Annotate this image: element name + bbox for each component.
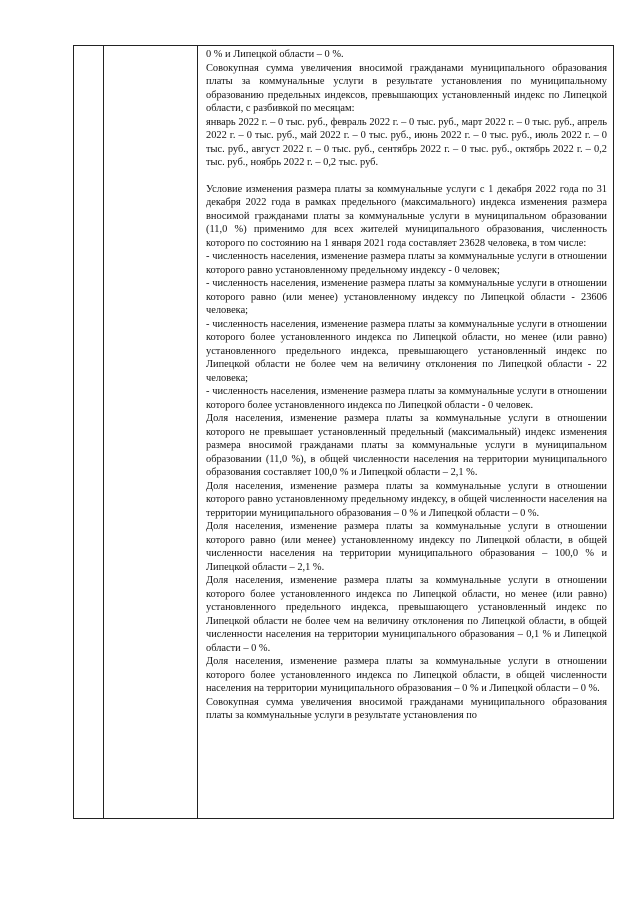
paragraph: - численность населения, изменение размера платы за коммунальные услуги в отношении которого более установленного индекса по Липецкой области - 0 человек. [206, 386, 607, 411]
table-column-name [104, 46, 198, 818]
table-column-number [74, 46, 104, 818]
paragraph: Совокупная сумма увеличения вносимой гражданами муниципального образования платы за коммунальные услуги в результате установления по муниципальному образованию предельных индексов, превышающих установленный индекс по Липецкой области, с разбивкой по месяцам: [206, 62, 607, 114]
paragraph: Условие изменения размера платы за коммунальные услуги с 1 декабря 2022 года по 31 декабря 2022 года в рамках предельного (максимального) индекса изменения размера вносимой гражданами платы за коммунальные услуги в муниципальном образовании (11,0 %) применимо для всех жителей муниципального образования, численность которого по состоянию на 1 января 2021 года составляет 23628 человека, в том числе: [206, 183, 607, 249]
paragraph: Доля населения, изменение размера платы за коммунальные услуги в отношении которого не превышает установленный предельный (максимальный) индекс изменения размера вносимой гражданами платы за коммунальные услуги в муниципальном образовании (11,0 %), в общей численности населения на территории муниципального образования составляет 100,0 % и Липецкой области – 2,1 %. [206, 413, 607, 478]
paragraph: 0 % и Липецкой области – 0 %. [206, 49, 344, 60]
paragraph: - численность населения, изменение размера платы за коммунальные услуги в отношении которого более установленного индекса по Липецкой области, но менее (или равно) установленного предельного индекса, превышающего установленный индекс по Липецкой области не более чем на величину отклонения по Липецкой области - 22 человека; [206, 318, 607, 384]
paragraph: Доля населения, изменение размера платы за коммунальные услуги в отношении которого равно установленному предельному индексу, в общей численности населения на территории муниципального образования – 0 % и Липецкой области – 0 %. [206, 480, 607, 519]
document-table [73, 45, 614, 819]
table-column-content [198, 46, 613, 818]
paragraph: - численность населения, изменение размера платы за коммунальные услуги в отношении которого равно (или менее) установленному индексу по Липецкой области - 23606 человека; [206, 278, 607, 316]
paragraph: - численность населения, изменение размера платы за коммунальные услуги в отношении которого равно установленному предельному индексу - 0 человек; [206, 251, 607, 276]
paragraph: Совокупная сумма увеличения вносимой гражданами муниципального образования платы за коммунальные услуги в результате установления по [206, 696, 607, 721]
paragraph: Доля населения, изменение размера платы за коммунальные услуги в отношении которого равно (или менее) установленному индексу по Липецкой области, в общей численности населения на территории муниципального образования – 100,0 % и Липецкой области – 2,1 %. [206, 521, 607, 573]
paragraph: январь 2022 г. – 0 тыс. руб., февраль 2022 г. – 0 тыс. руб., март 2022 г. – 0 тыс. руб., апрель 2022 г. – 0 тыс. руб., май 2022 г. – 0 тыс. руб., июнь 2022 г. – 0 тыс. руб., июль 2022 г. – 0 тыс. руб., август 2022 г. – 0 тыс. руб., сентябрь 2022 г. – 0 тыс. руб., октябрь 2022 г. – 0,2 тыс. руб., ноябрь 2022 г. – 0,2 тыс. руб. [206, 116, 607, 168]
paragraph: Доля населения, изменение размера платы за коммунальные услуги в отношении которого более установленного индекса по Липецкой области, в общей численности населения на территории муниципального образования – 0 % и Липецкой области – 0 %. [206, 656, 607, 694]
paragraph: Доля населения, изменение размера платы за коммунальные услуги в отношении которого более установленного индекса по Липецкой области, но менее (или равно) установленного предельного индекса, превышающего установленный индекс по Липецкой области не более чем на величину отклонения по Липецкой области, в общей численности населения на территории муниципального образования – 0,1 % и Липецкой области – 0 %. [206, 575, 607, 654]
paragraph-gap [206, 170, 607, 183]
